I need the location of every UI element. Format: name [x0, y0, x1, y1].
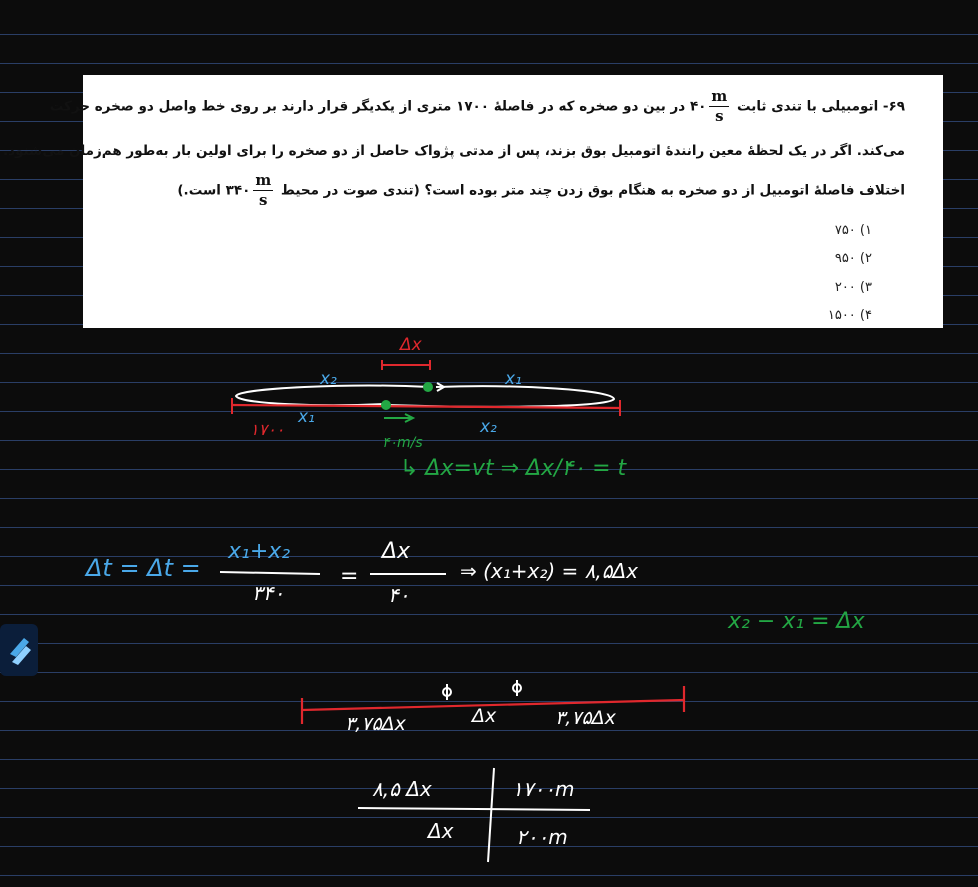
unit-numerator: m — [255, 171, 272, 189]
table-vline — [488, 768, 494, 862]
table-top-right: ۱۷۰۰m — [512, 777, 575, 801]
option-3[interactable]: ۳) ۲۰۰ — [834, 280, 872, 295]
wave-path-right — [386, 386, 614, 407]
distance-1700-label: ۱۷۰۰ — [250, 420, 285, 439]
question-text: است.) — [177, 182, 221, 199]
question-text: می‌کند. اگر در یک لحظهٔ معین رانندهٔ اتومبیل بوق بزند، پس از مدتی پژواک حاصل از دو صخره را برای اولین بار به‌طور هم‌زمان می‌شنود. — [3, 143, 905, 159]
eq-difference: x₂ − x₁ = Δx — [728, 609, 865, 634]
table-top-left: ۸,۵ Δx — [372, 777, 432, 801]
segment-mid-label: Δx — [472, 705, 497, 727]
table-bottom-left: Δx — [428, 819, 454, 843]
eq-sum-x: x₁+x₂ — [228, 539, 291, 564]
car-start-icon — [381, 400, 391, 410]
time-equation: ↳ Δx=vt ⇒ Δx/۴۰ = t — [400, 456, 627, 481]
x1-label-right: x₁ — [505, 369, 522, 389]
eq-sound-speed: ۳۴۰ — [252, 581, 285, 605]
unit-denominator: s — [259, 191, 268, 209]
eq-equals: = — [340, 564, 359, 589]
dx-label-top: Δx — [400, 335, 422, 355]
eq-result: ⇒ (x₁+x₂) = ۸,۵Δx — [460, 559, 639, 583]
question-text: اتومبیلی با تندی ثابت — [737, 98, 879, 115]
x2-label-left: x₂ — [320, 369, 337, 389]
app-logo-icon[interactable] — [0, 624, 38, 676]
x2-label-under: x₂ — [480, 417, 497, 437]
segment-left-label: ۳,۷۵Δx — [345, 713, 406, 735]
eq-car-speed: ۴۰ — [388, 583, 410, 607]
x1-label-under: x₁ — [298, 407, 315, 427]
segment-right-label: ۳,۷۵Δx — [555, 707, 616, 729]
option-1[interactable]: ۱) ۷۵۰ — [834, 223, 872, 238]
car-position-icon — [423, 382, 433, 392]
option-2[interactable]: ۲) ۹۵۰ — [834, 251, 872, 266]
question-number: ۶۹- — [882, 98, 905, 115]
question-text: در بین دو صخره که در فاصلهٔ ۱۷۰۰ متری از یکدیگر قرار دارند بر روی خط واصل دو صخره حرکت — [49, 98, 686, 115]
question-text: اختلاف فاصلهٔ اتومبیل از دو صخره به هنگام بوق زدن چند متر بوده است؟ (تندی صوت در محیط — [280, 182, 905, 199]
eq-delta-t: Δt = Δt = — [86, 554, 201, 582]
unit-numerator: m — [711, 87, 728, 105]
unit-denominator: s — [715, 107, 724, 125]
table-hline — [358, 808, 590, 810]
sound-speed-value: ۳۴۰ — [225, 182, 251, 199]
speed-value: ۴۰ — [689, 98, 707, 115]
table-bottom-right: ۲۰۰m — [516, 825, 568, 849]
car-speed-label: ۴۰m/s — [382, 435, 423, 451]
option-4[interactable]: ۴) ۱۵۰۰ — [827, 308, 872, 323]
eq-dx-num: Δx — [382, 539, 411, 564]
